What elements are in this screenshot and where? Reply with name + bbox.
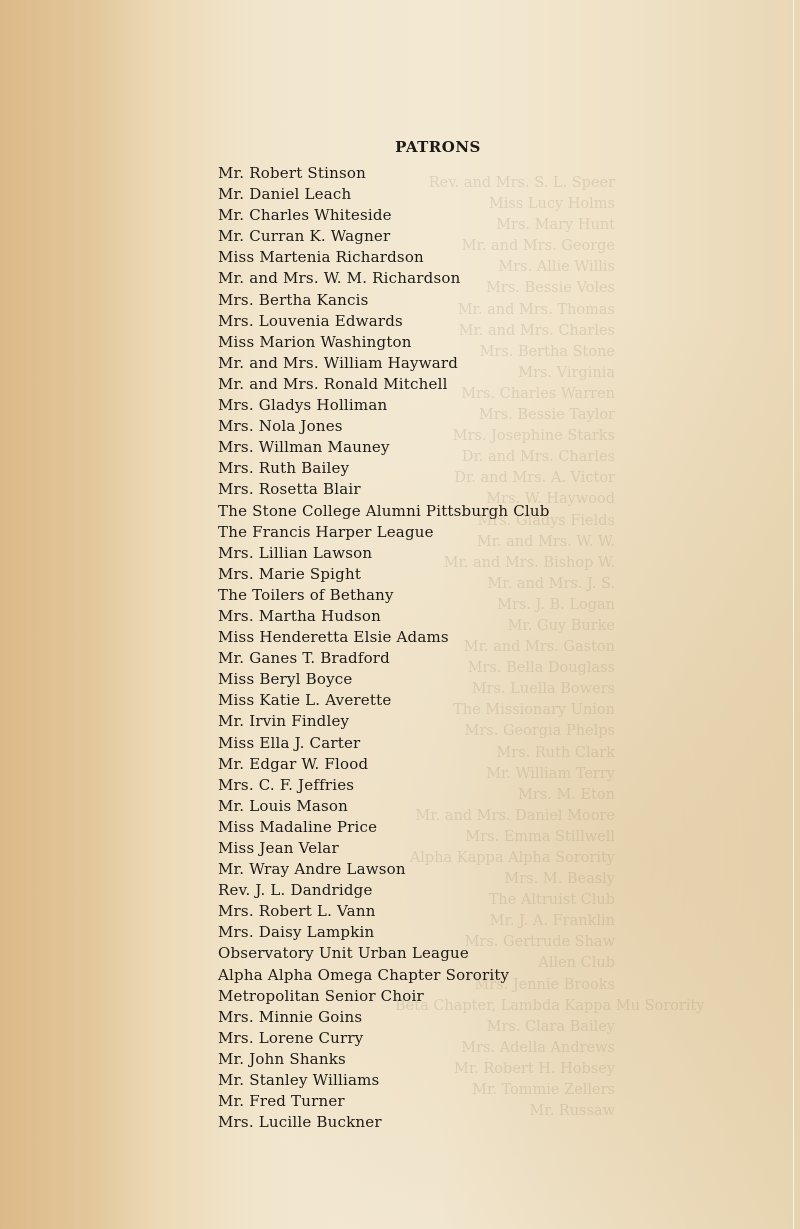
patron-entry: Mrs. Willman Mauney	[218, 438, 390, 457]
patron-entry: Rev. J. L. Dandridge	[218, 881, 373, 900]
ghost-line: Dr. and Mrs. Charles	[461, 449, 615, 466]
patron-entry: Miss Ella J. Carter	[218, 733, 361, 752]
patron-entry: Mr. Ganes T. Bradford	[218, 649, 390, 668]
ghost-line: The Altruist Club	[488, 892, 615, 909]
patron-entry: Mr. Irvin Findley	[218, 712, 350, 731]
ghost-line: Mr. and Mrs. Thomas	[457, 301, 615, 318]
ghost-line: Mrs. Gertrude Shaw	[464, 934, 615, 951]
ghost-line: Mr. and Mrs. Gaston	[463, 639, 615, 656]
ghost-line: Mr. and Mrs. Bishop W.	[443, 554, 615, 571]
ghost-line: Mrs. J. B. Logan	[497, 596, 615, 613]
patron-entry: Observatory Unit Urban League	[218, 944, 469, 963]
ghost-line: Mrs. Bella Douglass	[467, 660, 615, 677]
patron-entry: Mrs. Lucille Buckner	[218, 1113, 382, 1132]
ghost-line: Mrs. Bessie Taylor	[478, 407, 615, 424]
ghost-line: Mr. Guy Burke	[507, 617, 615, 634]
ghost-line: Mr. William Terry	[486, 765, 615, 782]
patron-entry: Mrs. Louvenia Edwards	[218, 311, 403, 330]
patron-entry: Mr. Charles Whiteside	[218, 206, 392, 225]
patron-entry: Metropolitan Senior Choir	[218, 986, 424, 1005]
patron-entry: Mr. and Mrs. Ronald Mitchell	[218, 374, 448, 393]
ghost-line: Mrs. Allie Willis	[498, 259, 615, 276]
page-title: PATRONS	[395, 138, 481, 156]
patron-entry: Mr. Fred Turner	[218, 1092, 345, 1111]
patron-entry: Mrs. Lillian Lawson	[218, 543, 373, 562]
patrons-section	[218, 136, 705, 1133]
patron-entry: Mr. Louis Mason	[218, 796, 349, 815]
ghost-line: Mrs. Emma Stillwell	[465, 828, 615, 845]
patron-entry: Mr. John Shanks	[218, 1049, 346, 1068]
patron-entry: Mrs. Rosetta Blair	[218, 480, 361, 499]
ghost-line: Mrs. Charles Warren	[461, 385, 615, 402]
ghost-line: Mr. and Mrs. J. S.	[487, 575, 615, 592]
patron-entry: Mrs. Robert L. Vann	[218, 902, 376, 921]
patron-entry: Alpha Alpha Omega Chapter Sorority	[218, 965, 510, 984]
patron-entry: The Stone College Alumni Pittsburgh Club	[218, 501, 550, 520]
ghost-line: Mrs. M. Beasly	[504, 871, 615, 888]
ghost-line: Mr. Robert H. Hobsey	[453, 1060, 615, 1077]
patron-entry: The Toilers of Bethany	[218, 585, 394, 604]
patron-entry: Miss Beryl Boyce	[218, 670, 353, 689]
ghost-line: Mr. Tommie Zellers	[472, 1082, 615, 1099]
ghost-line: Mrs. Mary Hunt	[496, 217, 615, 234]
patron-entry: Mrs. Martha Hudson	[218, 606, 381, 625]
patron-entry: The Francis Harper League	[218, 522, 434, 541]
ghost-line: Mrs. Bertha Stone	[479, 343, 615, 360]
ghost-line: Mrs. Clara Bailey	[486, 1018, 615, 1035]
ghost-line: Miss Lucy Holms	[488, 196, 615, 213]
ghost-line: Mr. Russaw	[529, 1103, 615, 1120]
patron-entry: Mr. and Mrs. W. M. Richardson	[218, 269, 461, 288]
patron-entry: Mrs. Ruth Bailey	[218, 459, 350, 478]
patron-entry: Mrs. Minnie Goins	[218, 1007, 363, 1026]
ghost-line: Mrs. Georgia Phelps	[464, 723, 615, 740]
patron-entry: Miss Katie L. Averette	[218, 691, 392, 710]
patron-entry: Miss Henderetta Elsie Adams	[218, 628, 449, 647]
ghost-line: Allen Club	[538, 955, 615, 972]
ghost-line: Mrs. Ruth Clark	[496, 744, 615, 761]
ghost-line: Beta Chapter, Lambda Kappa Mu Sorority	[395, 997, 705, 1014]
patron-entry: Mr. and Mrs. William Hayward	[218, 353, 459, 372]
patron-entry: Mrs. Marie Spight	[218, 564, 362, 583]
patron-entry: Mr. Curran K. Wagner	[218, 227, 391, 246]
patron-entry: Mrs. Bertha Kancis	[218, 290, 369, 309]
ghost-line: Mrs. Adella Andrews	[461, 1039, 615, 1056]
ghost-line: Mrs. M. Eton	[518, 786, 615, 803]
patron-entry: Mr. Daniel Leach	[218, 185, 352, 204]
ghost-line: Mr. and Mrs. W. W.	[476, 533, 615, 550]
patron-entry: Miss Jean Velar	[218, 839, 339, 857]
ghost-line: Mrs. Jennie Brooks	[474, 976, 615, 993]
patron-entry: Miss Marion Washington	[218, 332, 412, 351]
ghost-line: Mr. and Mrs. Daniel Moore	[415, 807, 615, 824]
patron-entry: Mr. Robert Stinson	[218, 164, 366, 182]
ghost-line: Alpha Kappa Alpha Sorority	[409, 850, 615, 866]
ghost-line: Rev. and Mrs. S. L. Speer	[428, 175, 615, 191]
ghost-line: Mr. and Mrs. Charles	[458, 322, 615, 339]
ghost-line: Mrs. W. Haywood	[486, 491, 615, 508]
patrons-list	[218, 163, 705, 1133]
patron-entry: Miss Madaline Price	[218, 817, 378, 836]
ghost-line: Mrs. Gladys Fields	[477, 512, 615, 529]
ghost-line: Mr. and Mrs. George	[461, 238, 615, 255]
patron-entry: Mrs. Lorene Curry	[218, 1028, 364, 1047]
ghost-line: Mrs. Josephine Starks	[452, 428, 615, 445]
ghost-line: Mrs. Virginia	[518, 364, 615, 381]
ghost-line: Mr. J. A. Franklin	[489, 913, 615, 930]
ghost-line: Mrs. Luella Bowers	[471, 681, 615, 698]
patron-entry: Mr. Edgar W. Flood	[218, 754, 369, 773]
patron-entry: Mr. Stanley Williams	[218, 1071, 380, 1090]
ghost-line: The Missionary Union	[453, 702, 615, 719]
ghost-line: Mrs. Bessie Voles	[486, 280, 615, 297]
ghost-line: Dr. and Mrs. A. Victor	[454, 470, 615, 487]
patron-entry: Mrs. Gladys Holliman	[218, 396, 388, 415]
patron-entry: Mr. Wray Andre Lawson	[218, 860, 406, 879]
patron-entry: Mrs. Daisy Lampkin	[218, 923, 375, 942]
patron-entry: Mrs. C. F. Jeffries	[218, 775, 355, 794]
patron-entry: Mrs. Nola Jones	[218, 417, 343, 436]
patron-entry: Miss Martenia Richardson	[218, 248, 424, 267]
